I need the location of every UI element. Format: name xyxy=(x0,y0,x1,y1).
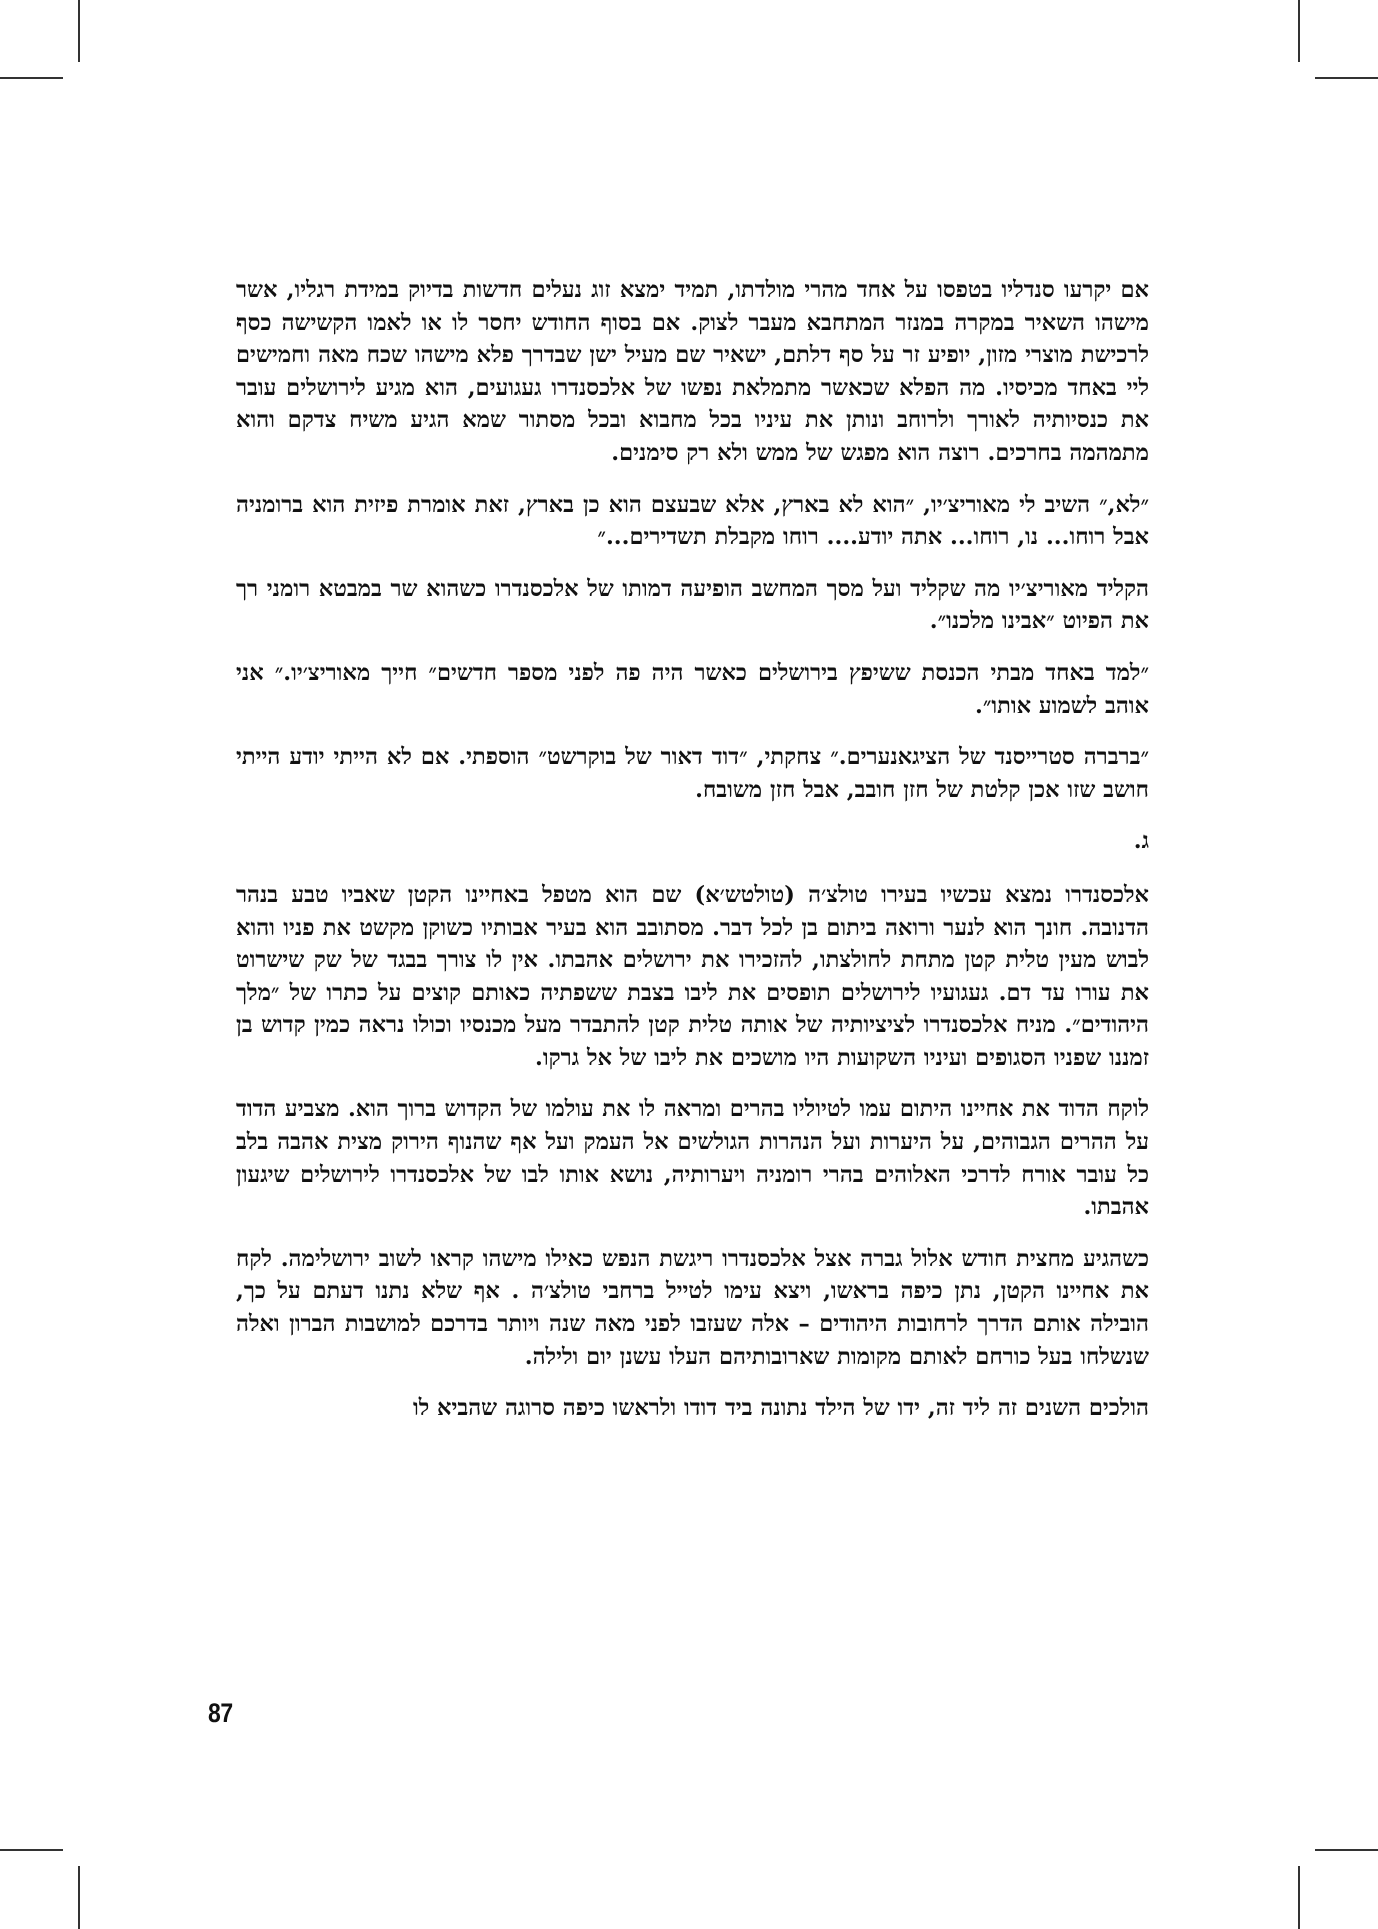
paragraph: הולכים השנים זה ליד זה, ידו של הילד נתונה ביד דודו ולראשו כיפה סרוגה שהביא לו xyxy=(412,1395,1149,1422)
crop-mark-bottom-right-vertical xyxy=(1298,1866,1300,1929)
body-text xyxy=(236,274,1149,1444)
page-number: 87 xyxy=(208,1698,233,1728)
crop-mark-top-left-horizontal xyxy=(0,77,63,79)
section-heading: ג. xyxy=(1133,828,1149,855)
crop-mark-top-right-vertical xyxy=(1298,0,1300,62)
crop-mark-bottom-left-vertical xyxy=(78,1866,80,1929)
paragraph: ״ברברה סטרייסנד של הציגאנערים.״ צחקתי, ״דוד דאור של בוקרשט״ הוספתי. אם לא הייתי יודע הייתי חושב שזו אכן קלטת של חזן חובב, אבל חזן משובח. xyxy=(236,744,1149,803)
paragraph: כשהגיע מחצית חודש אלול גברה אצל אלכסנדרו ריגשת הנפש כאילו מישהו קראו לשוב ירושלימה. לקח את אחיינו הקטן, נתן כיפה בראשו, ויצא עימו לטייל ברחבי טולצ׳ה . אף שלא נתנו דעתם על כך, הובילה אותם הדרך לרחובות היהודים – אלה שעזבו לפני מאה שנה ויותר בדרכם למושבות הברון ואלה שנשלחו בעל כורחם לאותם מקומות שארובותיהם העלו עשנן יום ולילה. xyxy=(236,1245,1149,1370)
crop-mark-top-left-vertical xyxy=(78,0,80,62)
crop-mark-bottom-right-horizontal xyxy=(1315,1849,1378,1851)
paragraph: לוקח הדוד את אחיינו היתום עמו לטיוליו בהרים ומראה לו את עולמו של הקדוש ברוך הוא. מצביע הדוד על ההרים הגבוהים, על היערות ועל הנהרות הגולשים אל העמק ועל אף שהנוף הירוק מצית אהבה בלב כל עובר אורח לדרכי האלוהים בהרי רומניה ויערותיה, נושא אותו לבו של אלכסנדרו לירושלים שיגעון אהבתו. xyxy=(236,1096,1149,1221)
paragraph: ״לא,״ השיב לי מאוריצ׳יו, ״הוא לא בארץ, אלא שבעצם הוא כן בארץ, זאת אומרת פיזית הוא ברומניה אבל רוחו... נו, רוחו... אתה יודע.... רוחו מקבלת תשדירים...״ xyxy=(236,491,1149,551)
paragraph: ״למד באחד מבתי הכנסת ששיפץ בירושלים כאשר היה פה לפני מספר חדשים״ חייך מאוריצ׳יו.״ אני אוהב לשמוע אותו״. xyxy=(236,659,1149,719)
paragraph: הקליד מאוריצ׳יו מה שקליד ועל מסך המחשב הופיעה דמותו של אלכסנדרו כשהוא שר במבטא רומני רך את הפיוט ״אבינו מלכנו״. xyxy=(236,575,1149,635)
crop-mark-top-right-horizontal xyxy=(1315,77,1378,79)
paragraph: אלכסנדרו נמצא עכשיו בעירו טולצ׳ה (טולטש׳א) שם הוא מטפל באחיינו הקטן שאביו טבע בנהר הדנובה. חונך הוא לנער ורואה ביתום בן לכל דבר. מסתובב הוא בעיר אבותיו כשוקן מקשט את פניו והוא לבוש מעין טלית קטן מתחת לחולצתו, להזכירו את ירושלים אהבתו. אין לו צורך בבגד של שק שישרוט את עורו עד דם. געגועיו לירושלים תופסים את ליבו בצבת ששפתיה כאותם קוצים על כתרו של ״מלך היהודים״. מניח אלכסנדרו לציציותיה של אותה טלית קטן להתבדר מעל מכנסיו וכולו נראה כמין קדוש בן זמננו שפניו הסגופים ועיניו השקועות היו מושכים את ליבו של אל גרקו. xyxy=(236,881,1149,1071)
paragraph: אם יקרעו סנדליו בטפסו על אחד מהרי מולדתו, תמיד ימצא זוג נעלים חדשות בדיוק במידת רגליו, אשר מישהו השאיר במקרה במנזר המתחבא מעבר לצוק. אם בסוף החודש יחסר לו או לאמו הקשישה כסף לרכישת מוצרי מזון, יופיע זר על סף דלתם, ישאיר שם מעיל ישן שבדרך פלא מישהו שכח מאה וחמישים ליי באחד מכיסיו. מה הפלא שכאשר מתמלאת נפשו של אלכסנדרו געגועים, הוא מגיע לירושלים עובר את כנסיותיה לאורך ולרוחב ונותן את עיניו בכל מחבוא ובכל מסתור שמא הגיע משיח צדקם והוא מתמהמה בחרכים. רוצה הוא מפגש של ממש ולא רק סימנים. xyxy=(236,277,1149,466)
crop-mark-bottom-left-horizontal xyxy=(0,1849,63,1851)
